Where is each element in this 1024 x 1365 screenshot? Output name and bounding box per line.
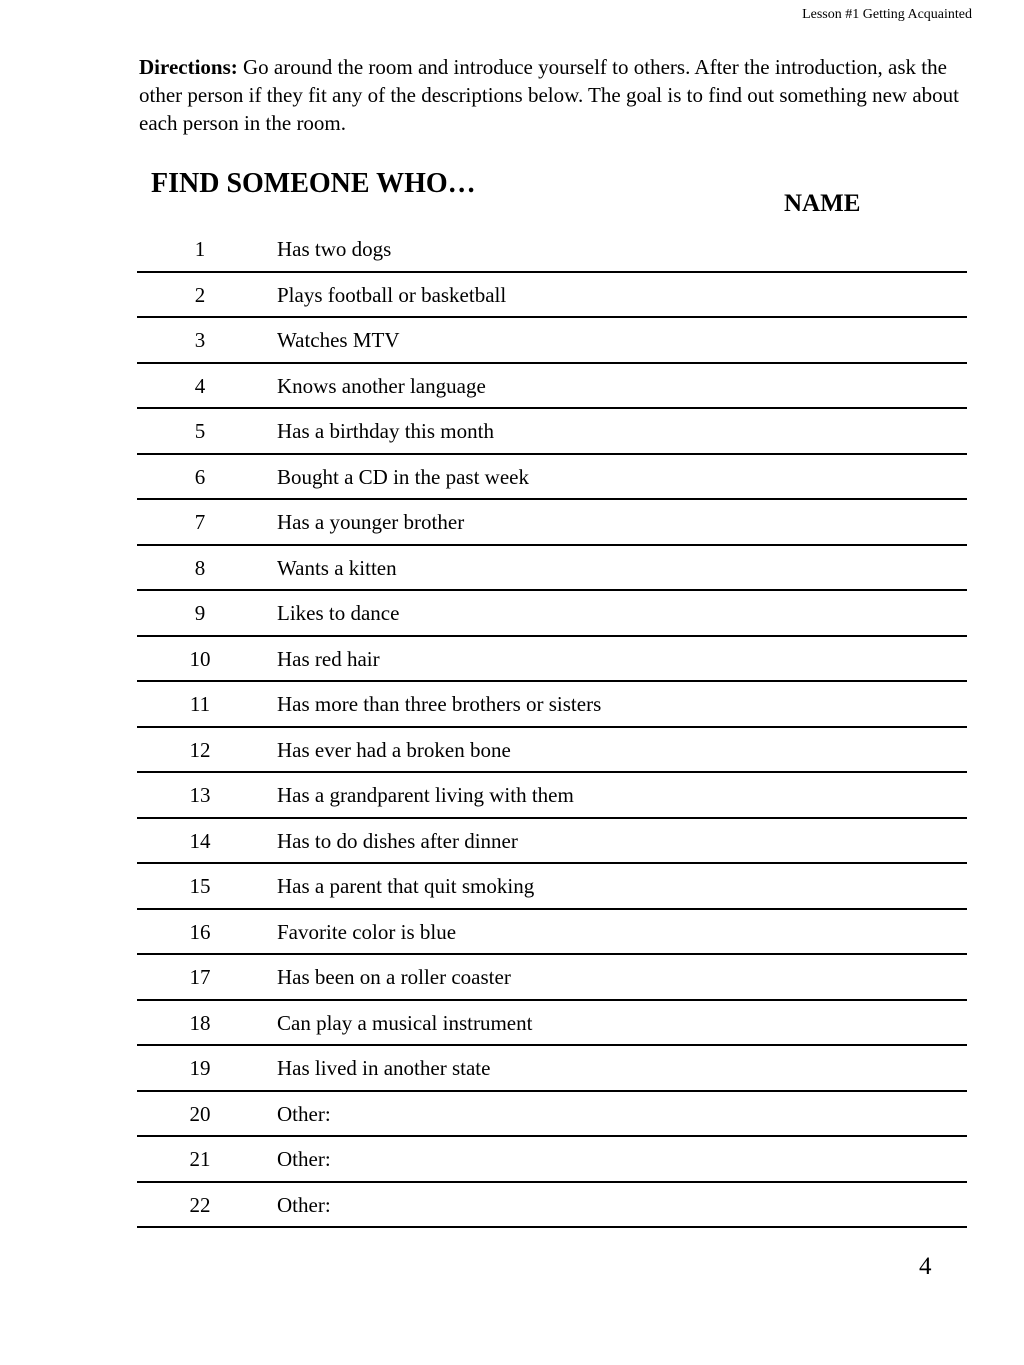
table-row	[137, 819, 967, 865]
row-description: Plays football or basketball	[277, 282, 507, 307]
row-description: Likes to dance	[277, 601, 400, 625]
table-row	[137, 500, 967, 546]
table-row	[137, 773, 967, 819]
row-description: Has been on a roller coaster	[277, 965, 511, 989]
row-number: 20	[189, 1101, 211, 1126]
row-description: Has a grandparent living with them	[277, 783, 574, 807]
row-description: Knows another language	[277, 373, 486, 398]
row-number: 5	[194, 419, 206, 443]
row-description: Has a birthday this month	[277, 419, 494, 443]
table-row	[137, 364, 967, 410]
table-row	[137, 1137, 967, 1183]
row-number: 1	[194, 237, 206, 261]
row-number: 22	[189, 1192, 211, 1217]
table-row	[137, 318, 967, 364]
directions-text: Go around the room and introduce yourself to others. After the introduction, ask the other person if they fit any of the descriptions below. The goal is to find out something new about each person in the room.	[139, 55, 960, 135]
row-description: Other:	[277, 1101, 331, 1126]
row-number: 13	[189, 783, 211, 807]
row-description: Has to do dishes after dinner	[277, 828, 518, 853]
worksheet-title: FIND SOMEONE WHO…	[151, 168, 476, 199]
table-row	[137, 1183, 967, 1229]
row-number: 17	[189, 965, 211, 989]
row-description: Can play a musical instrument	[277, 1010, 533, 1035]
table-row	[137, 227, 967, 273]
row-number: 12	[189, 737, 211, 762]
row-description: Bought a CD in the past week	[277, 464, 529, 489]
table-row	[137, 682, 967, 728]
worksheet-table	[137, 227, 967, 1228]
row-number: 21	[189, 1147, 211, 1171]
directions-label: Directions:	[139, 55, 238, 79]
row-description: Other:	[277, 1192, 331, 1217]
row-description: Other:	[277, 1147, 331, 1171]
row-number: 15	[189, 874, 211, 898]
row-description: Has ever had a broken bone	[277, 737, 511, 762]
page-number: 4	[919, 1253, 932, 1280]
row-number: 2	[194, 282, 206, 307]
row-number: 3	[194, 328, 206, 352]
row-number: 18	[189, 1010, 211, 1035]
row-number: 14	[189, 828, 211, 853]
row-number: 4	[194, 373, 206, 398]
row-description: Watches MTV	[277, 328, 400, 352]
table-row	[137, 591, 967, 637]
name-column-heading: NAME	[784, 190, 861, 217]
row-description: Wants a kitten	[277, 555, 397, 580]
row-number: 10	[189, 646, 211, 671]
row-number: 9	[194, 601, 206, 625]
row-number: 11	[189, 692, 211, 716]
row-description: Has two dogs	[277, 237, 392, 261]
table-row	[137, 1001, 967, 1047]
table-row	[137, 1092, 967, 1138]
table-row	[137, 1046, 967, 1092]
table-row	[137, 728, 967, 774]
row-description: Has red hair	[277, 646, 380, 671]
directions-paragraph	[139, 53, 969, 137]
table-row	[137, 546, 967, 592]
row-number: 16	[189, 919, 211, 944]
row-number: 19	[189, 1056, 211, 1080]
table-row	[137, 273, 967, 319]
table-row	[137, 864, 967, 910]
row-number: 7	[194, 510, 206, 534]
row-description: Has a younger brother	[277, 510, 465, 534]
row-description: Has more than three brothers or sisters	[277, 692, 602, 716]
table-row	[137, 455, 967, 501]
table-row	[137, 955, 967, 1001]
lesson-header: Lesson #1 Getting Acquainted	[802, 7, 972, 22]
table-row	[137, 409, 967, 455]
row-number: 6	[194, 464, 206, 489]
table-row	[137, 637, 967, 683]
row-description: Favorite color is blue	[277, 919, 457, 944]
row-description: Has a parent that quit smoking	[277, 874, 535, 898]
row-number: 8	[194, 555, 206, 580]
table-row	[137, 910, 967, 956]
row-description: Has lived in another state	[277, 1056, 491, 1080]
